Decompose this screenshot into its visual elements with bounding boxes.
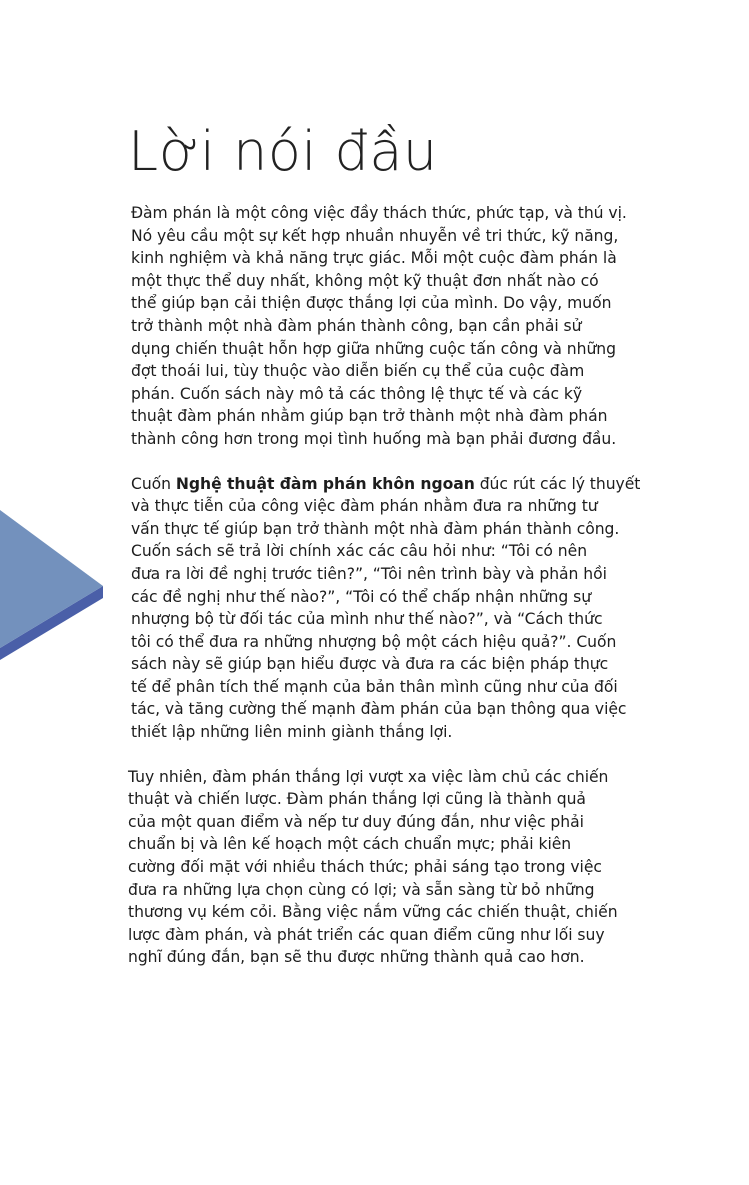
paragraph-1: Đàm phán là một công việc đầy thách thức, phức tạp, và thú vị. Nó yêu cầu một sự kết hợp nhuần nhuyễn về tri thức, kỹ năng, kinh nghiệm và khả năng trực giác. Mỗi một cuộc đàm phán là một thực thể duy nhất, không một kỹ thuật đơn nhất nào có thể giúp bạn cải thiện được thắng lợi của mình. Do vậy, muốn trở thành một nhà đàm phán thành công, bạn cần phải sử dụng chiến thuật hỗn hợp giữa những cuộc tấn công và những đợt thoái lui, tùy thuộc vào diễn biến cụ thể của cuộc đàm phán. Cuốn sách này mô tả các thông lệ thực tế và các kỹ thuật đàm phán nhằm giúp bạn trở thành một nhà đàm phán thành công hơn trong mọi tình huống mà bạn phải đương đầu. xyxy=(131,204,627,448)
paragraph-2-prefix: Cuốn xyxy=(131,474,176,493)
paragraph-3: Tuy nhiên, đàm phán thắng lợi vượt xa việc làm chủ các chiến thuật và chiến lược. Đàm phán thắng lợi cũng là thành quả của một quan điểm và nếp tư duy đúng đắn, như việc phải chuẩn bị và lên kế hoạch một cách chuẩn mực; phải kiên cường đối mặt với nhiều thách thức; phải sáng tạo trong việc đưa ra những lựa chọn cùng có lợi; và sẵn sàng từ bỏ những thương vụ kém cỏi. Bằng việc nắm vững các chiến thuật, chiến lược đàm phán, và phát triển các quan điểm cũng như lối suy nghĩ đúng đắn, bạn sẽ thu được những thành quả cao hơn. xyxy=(128,767,618,967)
paragraph-2 xyxy=(131,473,691,744)
decorative-triangle-shape xyxy=(0,510,110,660)
body-text xyxy=(128,202,691,991)
paragraph-2-text: đúc rút các lý thuyết và thực tiễn của công việc đàm phán nhằm đưa ra những tư vấn thực tế giúp bạn trở thành một nhà đàm phán thành công. Cuốn sách sẽ trả lời chính xác các câu hỏi như: “Tôi có nên đưa ra lời đề nghị trước tiên?”, “Tôi nên trình bày và phản hồi các đề nghị như thế nào?”, “Tôi có thể chấp nhận những sự nhượng bộ từ đối tác của mình như thế nào?”, và “Cách thức tôi có thể đưa ra những nhượng bộ một cách hiệu quả?”. Cuốn sách này sẽ giúp bạn hiểu được và đưa ra các biện pháp thực tế để phân tích thế mạnh của bản thân mình cũng như của đối tác, và tăng cường thế mạnh đàm phán của bạn thông qua việc thiết lập những liên minh giành thắng lợi. xyxy=(131,474,641,742)
page-title: Lời nói đầu xyxy=(128,120,438,183)
book-title-bold: Nghệ thuật đàm phán khôn ngoan xyxy=(175,474,475,493)
